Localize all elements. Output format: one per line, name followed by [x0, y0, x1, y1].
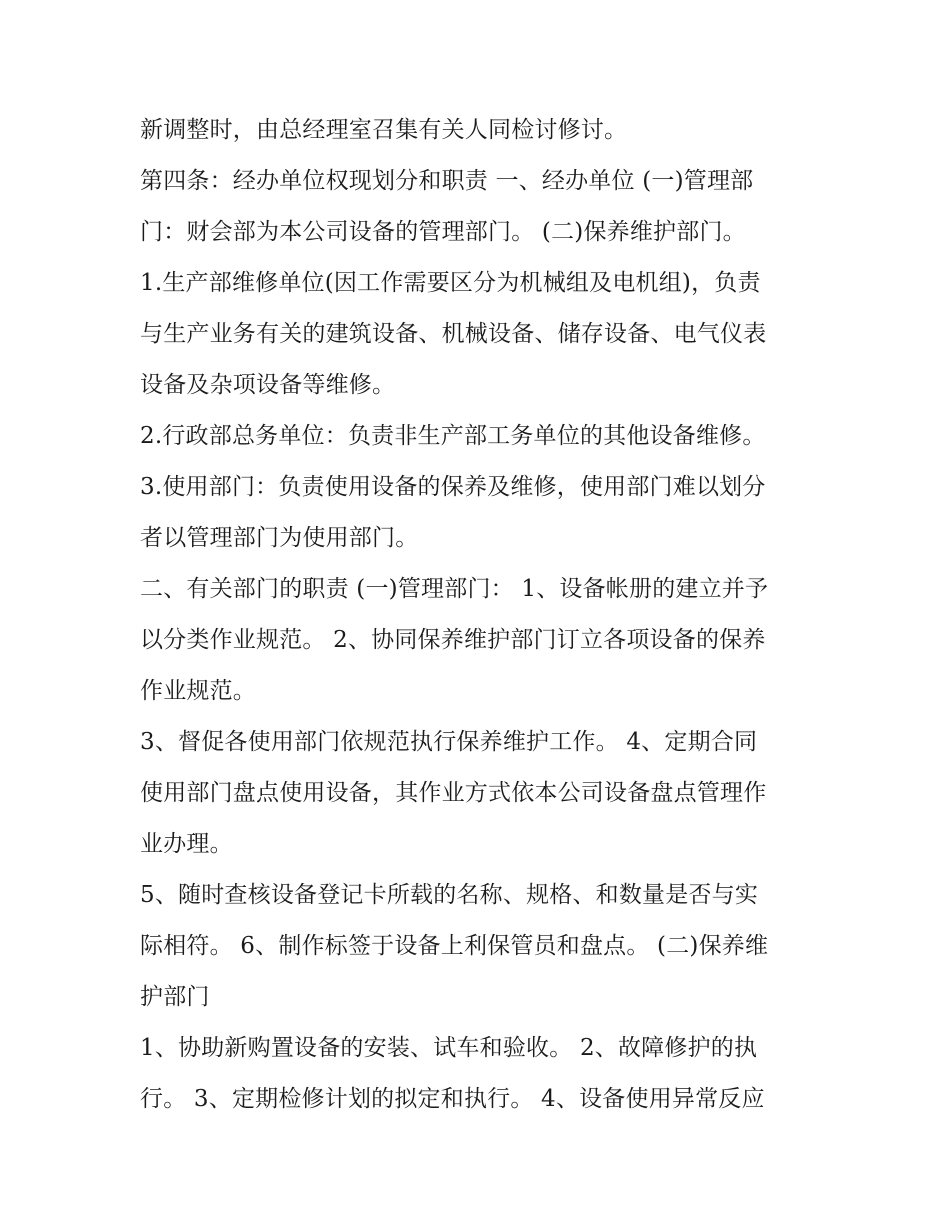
text-line: 使用部门盘点使用设备，其作业方式依本公司设备盘点管理作	[140, 780, 767, 806]
text-line: 3、督促各使用部门依规范执行保养维护工作。 4、定期合同	[140, 729, 758, 755]
text-line: 际相符。 6、制作标签于设备上利保管员和盘点。 (二)保养维	[140, 933, 769, 959]
text-line: 者以管理部门为使用部门。	[140, 525, 419, 551]
text-line: 新调整时，由总经理室召集有关人同检讨修讨。	[140, 117, 628, 143]
text-line: 以分类作业规范。 2、协同保养维护部门订立各项设备的保养	[140, 627, 766, 653]
text-line: 与生产业务有关的建筑设备、机械设备、储存设备、电气仪表	[140, 321, 767, 347]
text-line: 第四条：经办单位权现划分和职责 一、经办单位 (一)管理部	[140, 168, 754, 194]
text-line: 二、有关部门的职责 (一)管理部门： 1、设备帐册的建立并予	[140, 576, 769, 602]
text-line: 设备及杂项设备等维修。	[140, 372, 396, 398]
text-line: 1.生产部维修单位(因工作需要区分为机械组及电机组)，负责	[140, 270, 761, 296]
text-line: 5、随时查核设备登记卡所载的名称、规格、和数量是否与实	[140, 882, 759, 908]
text-line: 行。 3、定期检修计划的拟定和执行。 4、设备使用异常反应	[140, 1086, 765, 1112]
text-line: 3.使用部门：负责使用设备的保养及维修，使用部门难以划分	[140, 474, 766, 500]
document-body	[140, 105, 820, 1125]
text-line: 2.行政部总务单位：负责非生产部工务单位的其他设备维修。	[140, 423, 766, 449]
text-line: 作业规范。	[140, 678, 256, 704]
text-line: 护部门	[140, 984, 210, 1010]
text-line: 1、协助新购置设备的安装、试车和验收。 2、故障修护的执	[140, 1035, 758, 1061]
text-line: 业办理。	[140, 831, 233, 857]
text-line: 门：财会部为本公司设备的管理部门。 (二)保养维护部门。	[140, 219, 746, 245]
